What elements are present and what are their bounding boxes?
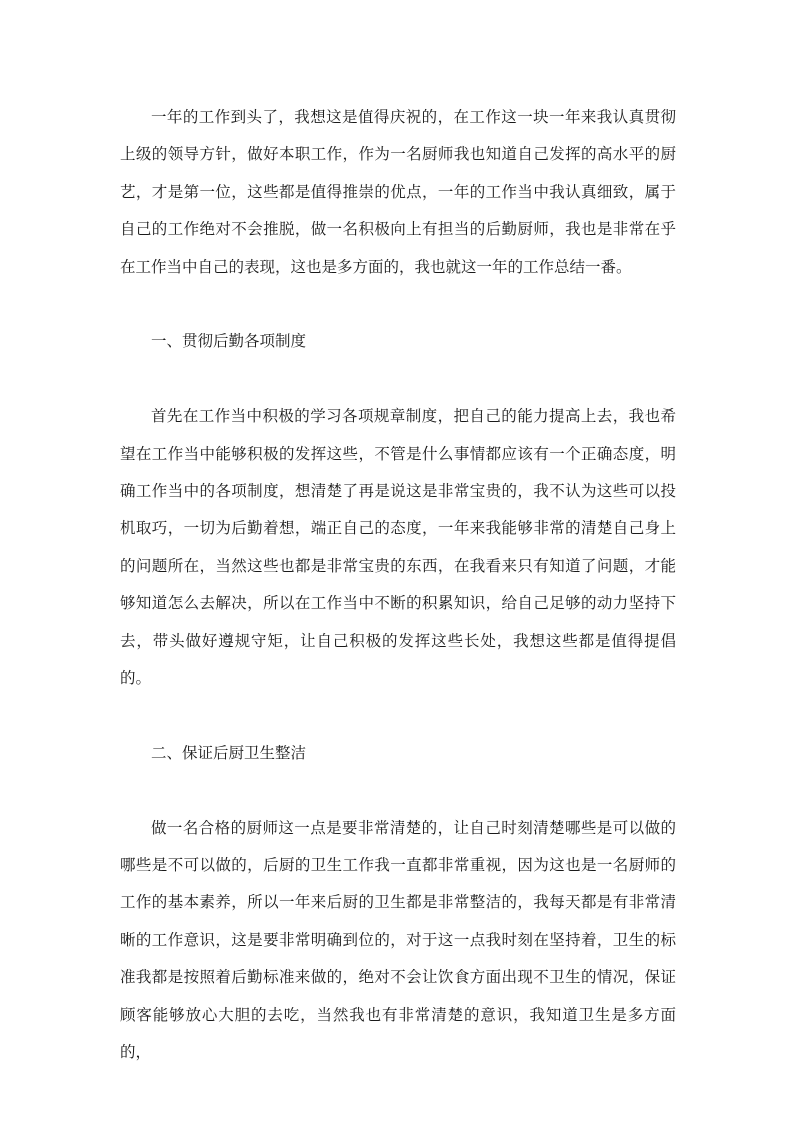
section-2-paragraph: 做一名合格的厨师这一点是要非常清楚的，让自己时刻清楚哪些是可以做的哪些是不可以做的，后厨的卫生工作我一直都非常重视，因为这也是一名厨师的工作的基本素养，所以一年来后厨的卫生都是非常整洁的，我每天都是有非常清晰的工作意识，这是要非常明确到位的，对于这一点我时刻在坚持着，卫生的标准我都是按照着后勤标准来做的，绝对不会让饮食方面出现不卫生的情况，保证顾客能够放心大胆的去吃，当然我也有非常清楚的意识，我知道卫生是多方面的，	[120, 818, 676, 1062]
section-heading-2: 二、保证后厨卫生整洁	[151, 743, 307, 762]
paragraph-spacer	[120, 697, 676, 734]
section-1-paragraph: 首先在工作当中积极的学习各项规章制度，把自己的能力提高上去，我也希望在工作当中能够积极的发挥这些，不管是什么事情都应该有一个正确态度，明确工作当中的各项制度，想清楚了再是说这是非常宝贵的，我不认为这些可以投机取巧，一切为后勤着想，端正自己的态度，一年来我能够非常的清楚自己身上的问题所在，当然这些也都是非常宝贵的东西，在我看来只有知道了问题，才能够知道怎么去解决，所以在工作当中不断的积累知识，给自己足够的动力坚持下去，带头做好遵规守矩，让自己积极的发挥这些长处，我想这些都是值得提倡的。	[120, 407, 676, 688]
paragraph-spacer	[120, 772, 676, 809]
paragraph-spacer	[120, 286, 676, 323]
section-heading-1: 一、贯彻后勤各项制度	[151, 332, 307, 351]
intro-paragraph: 一年的工作到头了，我想这是值得庆祝的，在工作这一块一年来我认真贯彻上级的领导方针，做好本职工作，作为一名厨师我也知道自己发挥的高水平的厨艺，才是第一位，这些都是值得推崇的优点，一年的工作当中我认真细致，属于自己的工作绝对不会推脱，做一名积极向上有担当的后勤厨师，我也是非常在乎在工作当中自己的表现，这也是多方面的，我也就这一年的工作总结一番。	[120, 108, 676, 276]
document-body	[120, 99, 676, 1072]
paragraph-spacer	[120, 361, 676, 398]
